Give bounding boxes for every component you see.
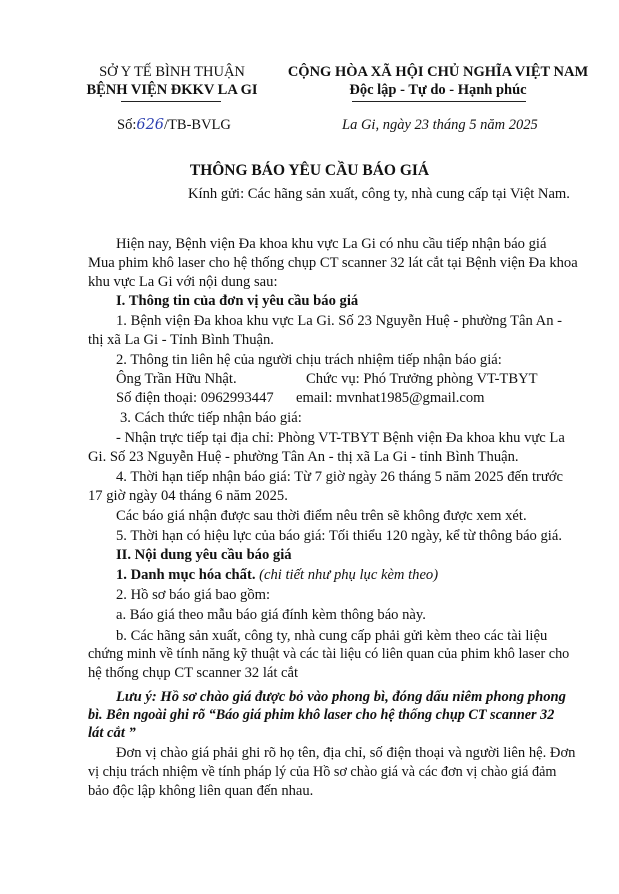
doc-no-prefix: Số: <box>117 117 137 133</box>
contact-position: Chức vụ: Phó Trưởng phòng VT-TBYT <box>306 371 538 387</box>
s1-item4-line-b: 17 giờ ngày 04 tháng 6 năm 2025. <box>88 488 288 504</box>
s2-item2a: a. Báo giá theo mẫu báo giá đính kèm thông báo này. <box>116 607 426 623</box>
document-number <box>117 117 231 134</box>
country-name: CỘNG HÒA XÃ HỘI CHỦ NGHĨA VIỆT NAM <box>287 64 589 80</box>
contact-phone: Số điện thoại: 0962993447 <box>116 390 274 406</box>
section-2-heading: II. Nội dung yêu cầu báo giá <box>116 547 292 563</box>
motto: Độc lập - Tự do - Hạnh phúc <box>349 82 527 98</box>
closing-line-2: vị chịu trách nhiệm về tính pháp lý của Hồ sơ chào giá và các đơn vị chào giá đảm <box>88 764 557 780</box>
place-date: La Gi, ngày 23 tháng 5 năm 2025 <box>342 117 538 133</box>
s2-item2b-line-1: b. Các hãng sản xuất, công ty, nhà cung cấp phải gửi kèm theo các tài liệu <box>116 628 548 644</box>
doc-no-suffix: /TB-BVLG <box>164 117 231 133</box>
note-line-2: bì. Bên ngoài ghi rõ “Báo giá phim khô laser cho hệ thống chụp CT scanner 32 <box>88 707 555 723</box>
section-1-heading: I. Thông tin của đơn vị yêu cầu báo giá <box>116 293 359 309</box>
s1-item3: 3. Cách thức tiếp nhận báo giá: <box>120 410 302 426</box>
closing-line-1: Đơn vị chào giá phải ghi rõ họ tên, địa chỉ, số điện thoại và người liên hệ. Đơn <box>116 745 576 761</box>
s1-item1-line-a: 1. Bệnh viện Đa khoa khu vực La Gi. Số 23 Nguyễn Huệ - phường Tân An - <box>116 313 563 329</box>
contact-email: email: mvnhat1985@gmail.com <box>296 390 485 406</box>
s1-item3-detail-b: Gi. Số 23 Nguyễn Huệ - phường Tân An - thị xã La Gi - tỉnh Bình Thuận. <box>88 449 519 465</box>
contact-name: Ông Trần Hữu Nhật. <box>116 371 237 387</box>
s1-item4-line-a: 4. Thời hạn tiếp nhận báo giá: Từ 7 giờ ngày 26 tháng 5 năm 2025 đến trước <box>116 469 563 485</box>
s1-item4-note: Các báo giá nhận được sau thời điểm nêu trên sẽ không được xem xét. <box>116 508 527 524</box>
s2-item1 <box>116 566 438 585</box>
s1-item3-detail-a: - Nhận trực tiếp tại địa chỉ: Phòng VT-TBYT Bệnh viện Đa khoa khu vực La <box>116 430 565 446</box>
doc-no-handwritten: 626 <box>136 117 165 133</box>
s1-item5: 5. Thời hạn có hiệu lực của báo giá: Tối thiểu 120 ngày, kể từ thông báo giá. <box>116 528 562 544</box>
recipient-line: Kính gửi: Các hãng sản xuất, công ty, nhà cung cấp tại Việt Nam. <box>188 186 570 202</box>
motto-underline <box>352 101 526 102</box>
closing-line-3: bảo độc lập không liên quan đến nhau. <box>88 783 314 799</box>
s2-item2b-line-2: chứng minh về tính năng kỹ thuật và các tài liệu có liên quan của phim khô laser cho <box>88 646 570 662</box>
s2-item2b-line-3: hệ thống chụp CT scanner 32 lát cắt <box>88 665 299 681</box>
note-line-1: Lưu ý: Hồ sơ chào giá được bỏ vào phong bì, đóng dấu niêm phong phong <box>116 689 566 705</box>
org-underline <box>121 101 221 102</box>
document-title: THÔNG BÁO YÊU CẦU BÁO GIÁ <box>189 162 430 179</box>
intro-line-2: Mua phim khô laser cho hệ thống chụp CT scanner 32 lát cắt tại Bệnh viện Đa khoa <box>88 255 578 271</box>
org-line-2: BỆNH VIỆN ĐKKV LA GI <box>86 82 258 98</box>
s2-item2: 2. Hồ sơ báo giá bao gồm: <box>116 587 271 603</box>
intro-line-3: khu vực La Gi với nội dung sau: <box>88 274 278 290</box>
s2-item1-bold: 1. Danh mục hóa chất. <box>116 567 256 583</box>
note-line-3: lát cắt ” <box>88 725 136 741</box>
s1-item2: 2. Thông tin liên hệ của người chịu trách nhiệm tiếp nhận báo giá: <box>116 352 502 368</box>
s1-item1-line-b: thị xã La Gi - Tỉnh Bình Thuận. <box>88 332 274 348</box>
intro-line-1: Hiện nay, Bệnh viện Đa khoa khu vực La Gi có nhu cầu tiếp nhận báo giá <box>116 236 547 252</box>
s2-item1-italic: (chi tiết như phụ lục kèm theo) <box>255 567 439 583</box>
org-line-1: SỞ Y TẾ BÌNH THUẬN <box>99 64 245 80</box>
